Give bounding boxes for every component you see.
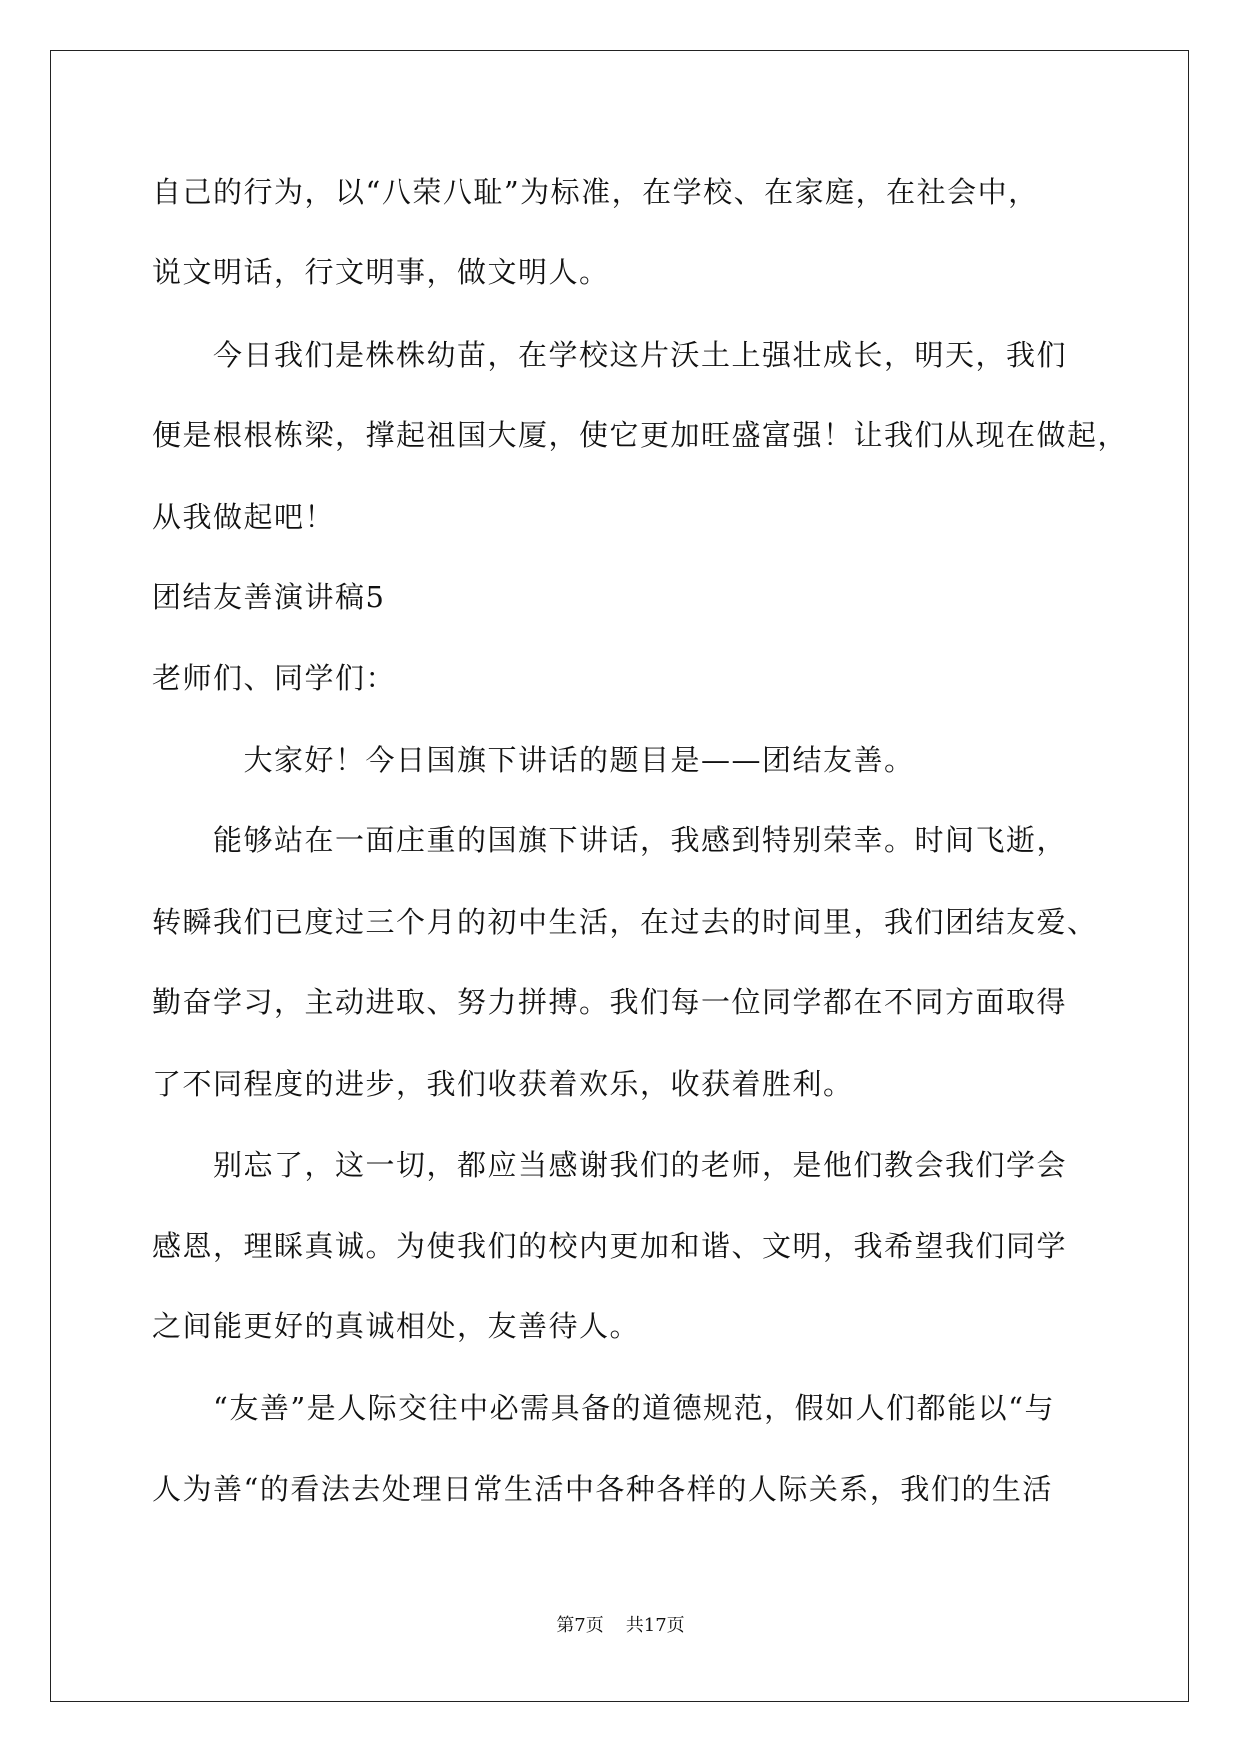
paragraph-line: 从我做起吧！ — [152, 500, 336, 534]
page-border — [50, 50, 1189, 1702]
paragraph-line: 别忘了，这一切，都应当感谢我们的老师，是他们教会我们学会 — [152, 1148, 1068, 1182]
paragraph-line: 今日我们是株株幼苗，在学校这片沃土上强壮成长，明天，我们 — [152, 338, 1068, 372]
paragraph-line: 自己的行为，以“八荣八耻”为标准，在学校、在家庭，在社会中， — [152, 175, 1039, 209]
paragraph-line: 转瞬我们已度过三个月的初中生活，在过去的时间里，我们团结友爱、 — [152, 905, 1098, 939]
paragraph-line: 了不同程度的进步，我们收获着欢乐，收获着胜利。 — [152, 1067, 854, 1101]
paragraph-line: 能够站在一面庄重的国旗下讲话，我感到特别荣幸。时间飞逝， — [152, 823, 1068, 857]
paragraph-line: 便是根根栋梁，撑起祖国大厦，使它更加旺盛富强！让我们从现在做起， — [152, 418, 1129, 452]
paragraph-line: 勤奋学习，主动进取、努力拼搏。我们每一位同学都在不同方面取得 — [152, 985, 1068, 1019]
page-footer — [0, 1614, 1241, 1638]
paragraph-line: 人为善“的看法去处理日常生活中各种各样的人际关系，我们的生活 — [152, 1472, 1053, 1506]
paragraph-line: 感恩，理睬真诚。为使我们的校内更加和谐、文明，我希望我们同学 — [152, 1229, 1068, 1263]
page-total: 共17页 — [625, 1615, 685, 1636]
paragraph-line: “友善”是人际交往中必需具备的道德规范，假如人们都能以“与 — [152, 1391, 1055, 1425]
salutation: 老师们、同学们： — [152, 661, 397, 695]
paragraph-line: 说文明话，行文明事，做文明人。 — [152, 255, 610, 289]
page-number: 第7页 — [556, 1615, 604, 1636]
paragraph-line: 之间能更好的真诚相处，友善待人。 — [152, 1309, 641, 1343]
section-title: 团结友善演讲稿5 — [152, 580, 386, 614]
paragraph-line: 大家好！今日国旗下讲话的题目是——团结友善。 — [152, 743, 915, 777]
